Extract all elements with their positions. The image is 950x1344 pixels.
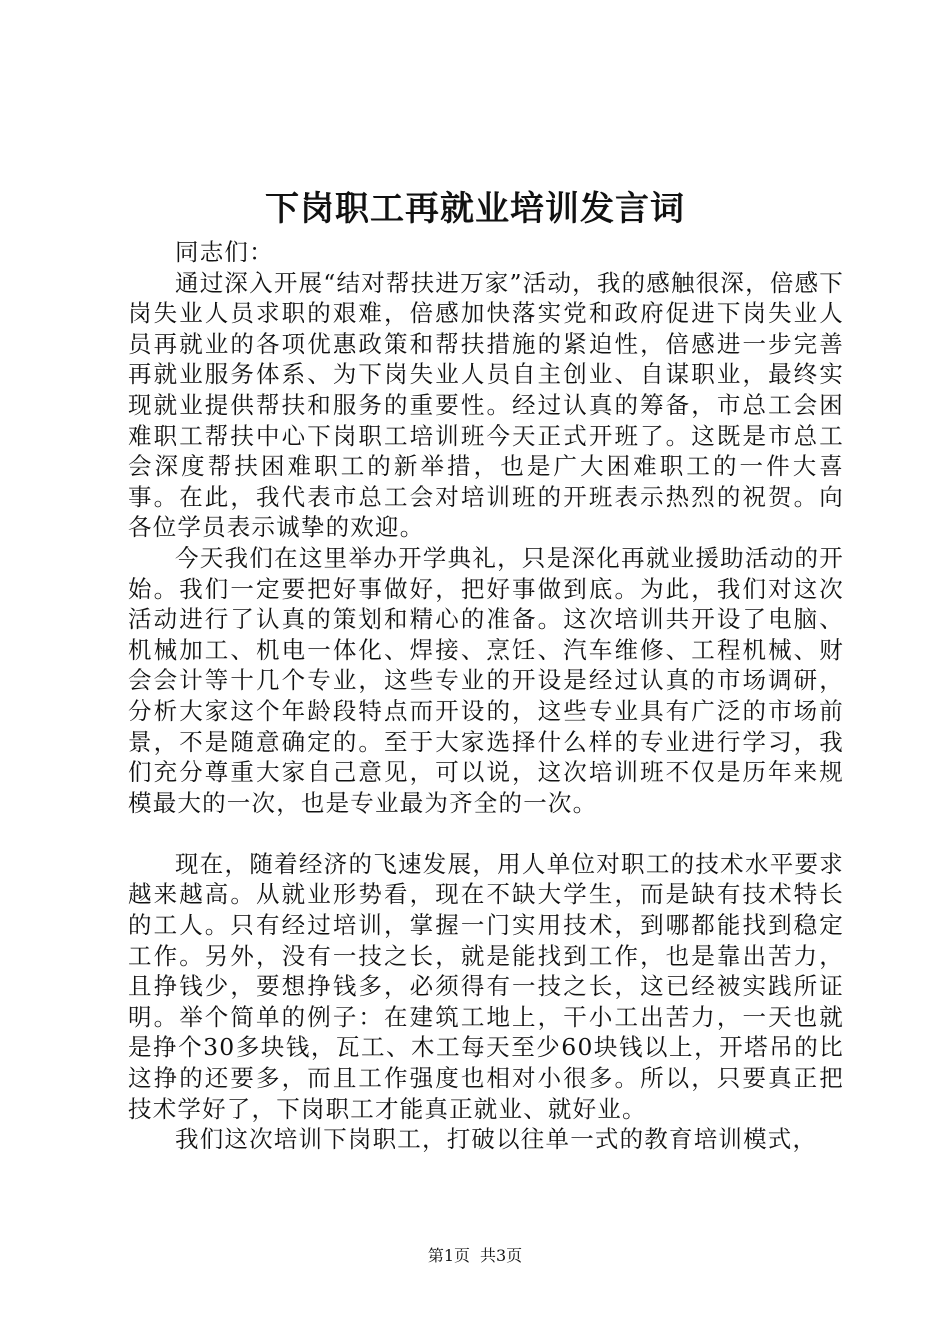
- paragraph-4: 我们这次培训下岗职工，打破以往单一式的教育培训模式，: [175, 1125, 818, 1154]
- page-number: 第1页: [427, 1246, 470, 1265]
- paragraph-3: 现在，随着经济的飞速发展，用人单位对职工的技术水平要求越来越高。从就业形势看，现在不缺大学生，而是缺有技术特长的工人。只有经过培训，掌握一门实用技术，到哪都能找到稳定工作。另外，没有一技之长，就是能找到工作，也是靠出苦力，且挣钱少，要想挣钱多，必须得有一技之长，这已经被实践所证明。举个简单的例子：在建筑工地上，干小工出苦力，一天也就是挣个30多块钱，瓦工、木工每天至少60块钱以上，开塔吊的比这挣的还要多，而且工作强度也相对小很多。所以，只要真正把技术学好了，下岗职工才能真正就业、就好业。: [128, 849, 844, 1123]
- salutation: 同志们：: [175, 238, 274, 266]
- document-body: [128, 237, 844, 1155]
- page-footer: [0, 1246, 950, 1266]
- document-title: 下岗职工再就业培训发言词: [265, 189, 685, 229]
- page-total: 共3页: [480, 1246, 523, 1265]
- paragraph-2: 今天我们在这里举办开学典礼，只是深化再就业援助活动的开始。我们一定要把好事做好，把好事做到底。为此，我们对这次活动进行了认真的策划和精心的准备。这次培训共开设了电脑、机械加工、机电一体化、焊接、烹饪、汽车维修、工程机械、财会会计等十几个专业，这些专业的开设是经过认真的市场调研，分析大家这个年龄段特点而开设的，这些专业具有广泛的市场前景，不是随意确定的。至于大家选择什么样的专业进行学习，我们充分尊重大家自己意见，可以说，这次培训班不仅是历年来规模最大的一次，也是专业最为齐全的一次。: [128, 543, 844, 817]
- paragraph-1: 通过深入开展“结对帮扶进万家”活动，我的感触很深，倍感下岗失业人员求职的艰难，倍感加快落实党和政府促进下岗失业人员再就业的各项优惠政策和帮扶措施的紧迫性，倍感进一步完善再就业服务体系、为下岗失业人员自主创业、自谋职业，最终实现就业提供帮扶和服务的重要性。经过认真的筹备，市总工会困难职工帮扶中心下岗职工培训班今天正式开班了。这既是市总工会深度帮扶困难职工的新举措，也是广大困难职工的一件大喜事。在此，我代表市总工会对培训班的开班表示热烈的祝贺。向各位学员表示诚挚的欢迎。: [128, 268, 844, 542]
